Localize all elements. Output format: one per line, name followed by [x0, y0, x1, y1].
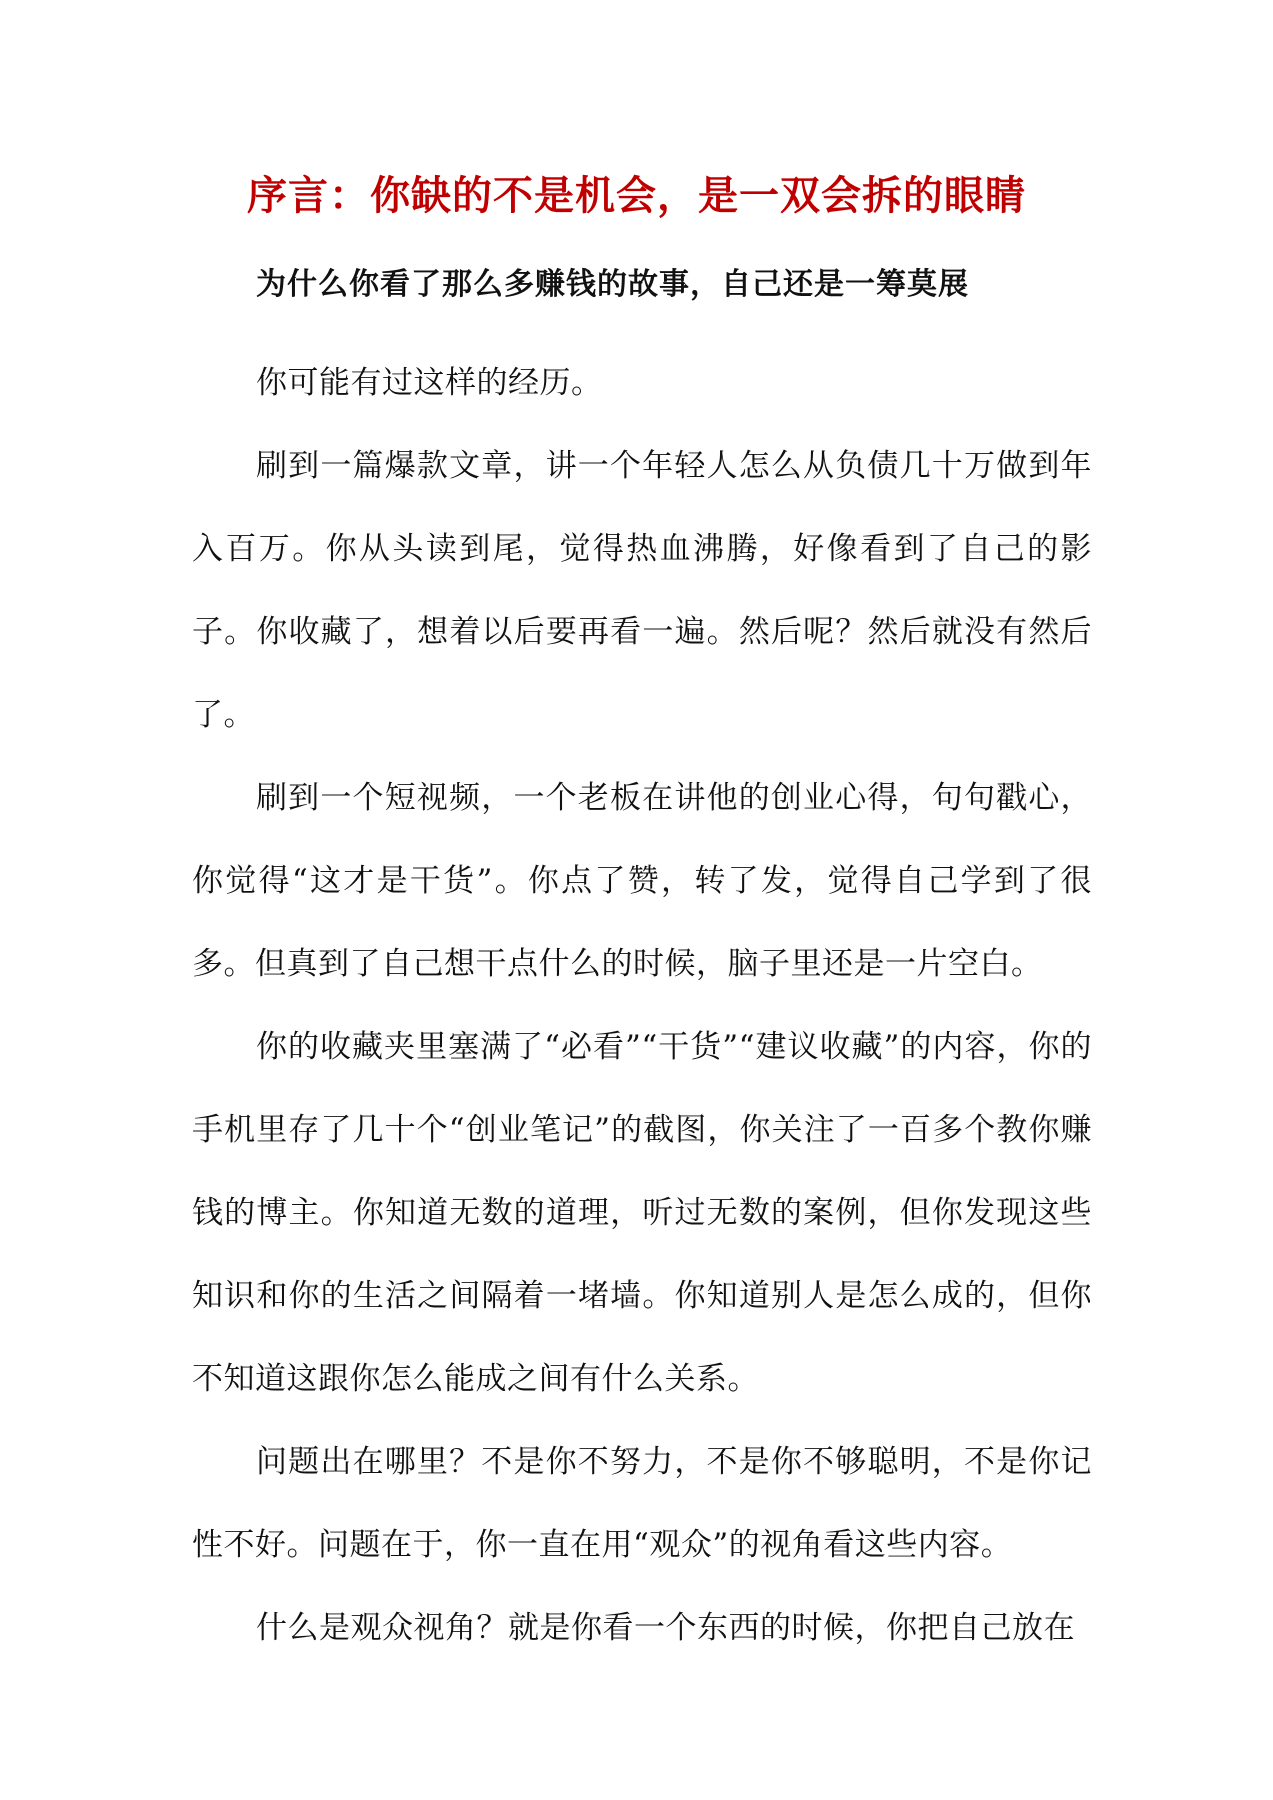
body-paragraph: 刷到一篇爆款文章，讲一个年轻人怎么从负债几十万做到年入百万。你从头读到尾，觉得热血沸腾，好像看到了自己的影子。你收藏了，想着以后要再看一遍。然后呢？然后就没有然后了。	[192, 448, 1092, 733]
document-title: 序言：你缺的不是机会，是一双会拆的眼睛	[247, 172, 1026, 219]
document-body	[192, 342, 1092, 1670]
body-paragraph: 你可能有过这样的经历。	[256, 365, 603, 401]
body-paragraph: 你的收藏夹里塞满了“必看”“干货”“建议收藏”的内容，你的手机里存了几十个“创业笔记”的截图，你关注了一百多个教你赚钱的博主。你知道无数的道理，听过无数的案例，但你发现这些知识和你的生活之间隔着一堵墙。你知道别人是怎么成的，但你不知道这跟你怎么能成之间有什么关系。	[192, 1029, 1092, 1397]
body-paragraph: 问题出在哪里？不是你不努力，不是你不够聪明，不是你记性不好。问题在于，你一直在用“观众”的视角看这些内容。	[192, 1444, 1092, 1563]
body-paragraph: 刷到一个短视频，一个老板在讲他的创业心得，句句戳心，你觉得“这才是干货”。你点了赞，转了发，觉得自己学到了很多。但真到了自己想干点什么的时候，脑子里还是一片空白。	[192, 780, 1092, 982]
body-paragraph: 什么是观众视角？就是你看一个东西的时候，你把自己放在	[256, 1610, 1075, 1646]
section-heading: 为什么你看了那么多赚钱的故事，自己还是一筹莫展	[256, 267, 969, 302]
